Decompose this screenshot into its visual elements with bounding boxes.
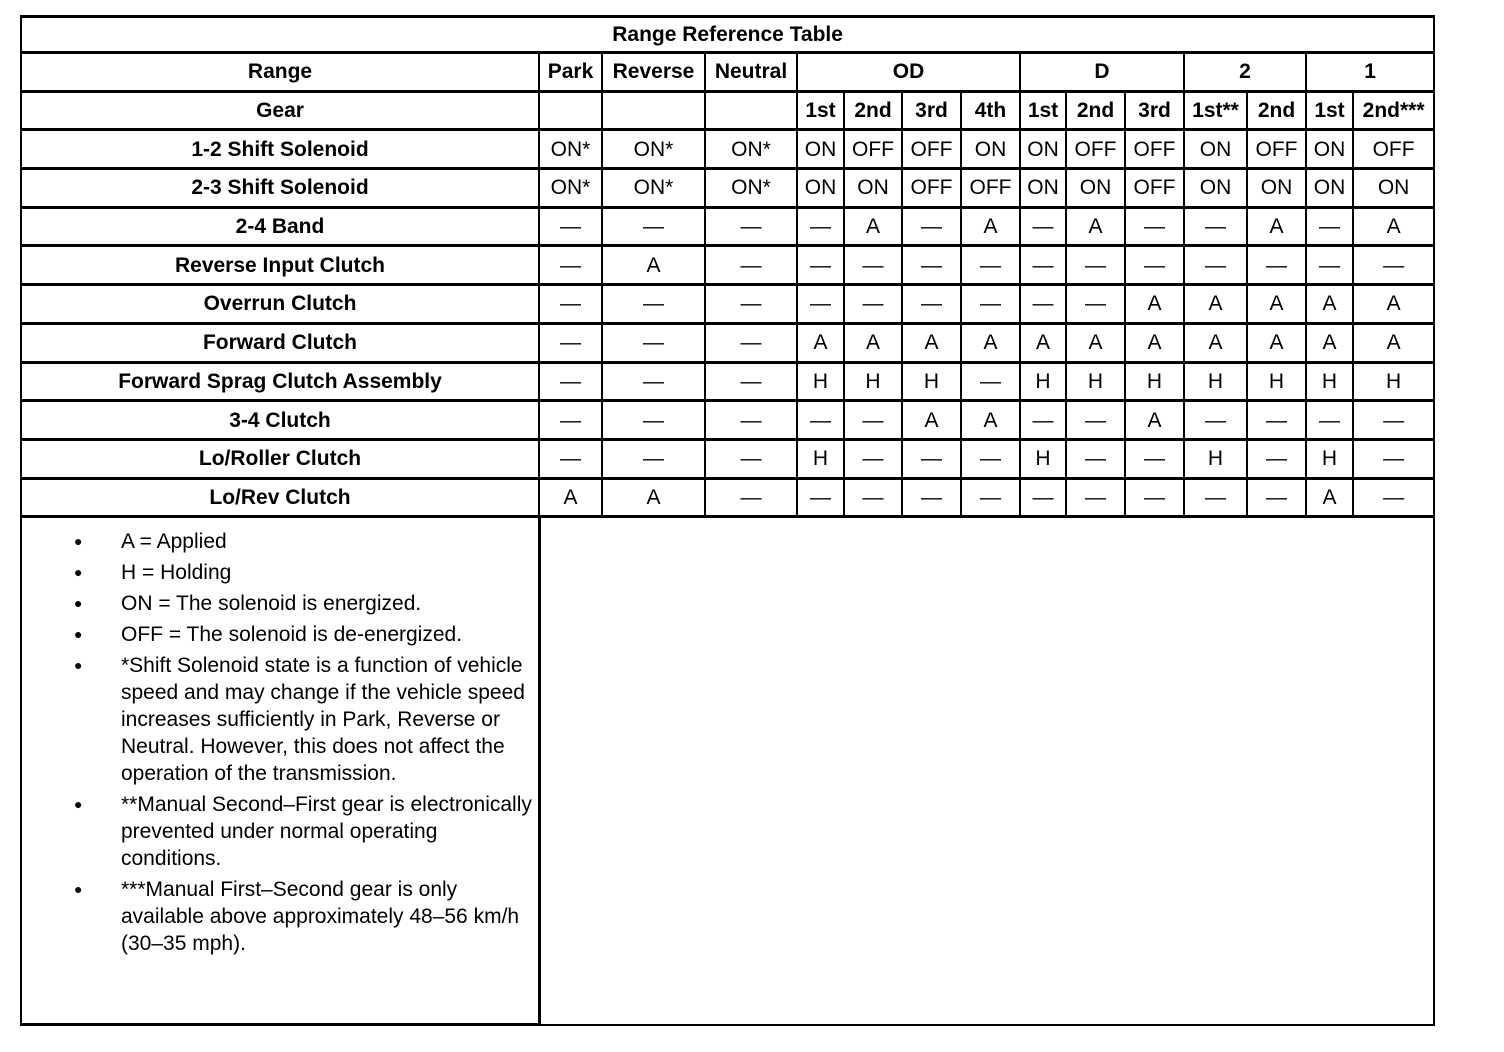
table-cell: ON [1353,169,1434,208]
gear-cell: 2nd [1066,91,1125,130]
table-cell: H [1125,362,1184,401]
table-cell: — [1247,401,1306,440]
table-cell: — [797,478,844,517]
note-item [22,652,538,787]
note-item [22,559,538,586]
gear-cell: 3rd [902,91,961,130]
gear-cell: 2nd*** [1353,91,1434,130]
range-1: 1 [1306,53,1434,92]
table-cell: H [1306,439,1353,478]
table-cell: — [1066,285,1125,324]
gear-cell: 1st [797,91,844,130]
table-cell: — [1353,246,1434,285]
table-cell: ON* [539,130,602,169]
table-cell: — [705,478,797,517]
table-cell: — [844,246,902,285]
table-cell: A [602,478,705,517]
gear-header-label: Gear [21,91,539,130]
note-text: ***Manual First–Second gear is only available above approximately 48–56 km/h (30–35 mph). [121,878,520,956]
table-cell: — [539,285,602,324]
gear-cell: 1st [1020,91,1066,130]
table-cell: ON* [539,169,602,208]
table-cell: ON* [705,130,797,169]
table-cell: A [1353,207,1434,246]
table-cell: — [705,285,797,324]
bullet-icon: ● [74,564,83,581]
table-cell: ON [797,130,844,169]
table-cell: A [539,478,602,517]
note-item [22,791,538,872]
gear-cell: 4th [961,91,1020,130]
table-cell: — [902,207,961,246]
table-cell: — [602,362,705,401]
table-cell: A [1066,323,1125,362]
table-cell: H [1353,362,1434,401]
table-cell: A [797,323,844,362]
table-row [21,362,1434,401]
table-cell: — [961,285,1020,324]
table-cell: OFF [1247,130,1306,169]
table-cell: — [705,323,797,362]
table-cell: — [844,285,902,324]
table-cell: — [1306,246,1353,285]
table-cell: H [797,439,844,478]
row-label: Forward Sprag Clutch Assembly [21,362,539,401]
gear-cell [539,91,602,130]
table-cell: A [961,401,1020,440]
table-cell: ON [1306,169,1353,208]
table-cell: — [1125,478,1184,517]
table-row [21,323,1434,362]
table-cell: ON* [705,169,797,208]
note-text: ON = The solenoid is energized. [121,592,422,616]
table-cell: — [961,478,1020,517]
table-row [21,169,1434,208]
table-cell: — [539,362,602,401]
range-reference-table [20,15,1435,1026]
table-cell: — [1066,478,1125,517]
table-row [21,478,1434,517]
table-cell: — [1020,207,1066,246]
table-cell: — [705,439,797,478]
gear-cell: 2nd [844,91,902,130]
table-cell: — [1020,285,1066,324]
table-cell: — [797,401,844,440]
table-cell: A [844,323,902,362]
bullet-icon: ● [74,533,83,550]
table-cell: — [1184,246,1247,285]
bullet-icon: ● [74,796,83,813]
table-cell: H [844,362,902,401]
table-cell: — [902,478,961,517]
table-cell: A [1020,323,1066,362]
table-cell: A [1353,285,1434,324]
notes-list [22,528,538,957]
bullet-icon: ● [74,881,83,898]
table-cell: H [1066,362,1125,401]
table-cell: — [1020,478,1066,517]
range-2: 2 [1184,53,1306,92]
table-cell: — [1184,478,1247,517]
table-row [21,439,1434,478]
table-cell: OFF [902,169,961,208]
table-cell: ON* [602,130,705,169]
row-label: Lo/Rev Clutch [21,478,539,517]
table-cell: OFF [1066,130,1125,169]
table-cell: — [602,207,705,246]
row-label: 2-4 Band [21,207,539,246]
table-cell: — [1247,246,1306,285]
table-cell: — [1306,207,1353,246]
table-title: Range Reference Table [21,17,1434,53]
table-cell: — [1125,207,1184,246]
table-cell: — [705,362,797,401]
title-row [21,17,1434,53]
table-cell: — [844,401,902,440]
table-cell: A [1247,323,1306,362]
table-cell: A [1247,285,1306,324]
note-text: *Shift Solenoid state is a function of vehicle speed and may change if the vehicle speed increases sufficiently in Park, Reverse or Neutral. However, this does not affect the operation of the transmission. [121,654,525,786]
row-label: Reverse Input Clutch [21,246,539,285]
notes-row [21,517,1434,1025]
range-header-label: Range [21,53,539,92]
range-d: D [1020,53,1184,92]
table-cell: — [539,439,602,478]
table-cell: — [961,362,1020,401]
table-cell: — [1184,401,1247,440]
note-text: A = Applied [121,530,227,554]
table-cell: H [1184,362,1247,401]
table-cell: — [539,207,602,246]
table-cell: — [1353,401,1434,440]
note-item [22,590,538,617]
gear-cell [705,91,797,130]
table-cell: — [602,323,705,362]
table-cell: — [539,323,602,362]
table-cell: — [1184,207,1247,246]
table-cell: ON [844,169,902,208]
table-cell: ON [961,130,1020,169]
table-cell: — [1066,401,1125,440]
table-cell: — [539,401,602,440]
table-cell: — [602,285,705,324]
table-cell: ON [797,169,844,208]
table-cell: — [705,246,797,285]
table-cell: — [797,285,844,324]
table-cell: OFF [1353,130,1434,169]
table-cell: A [961,207,1020,246]
table-cell: A [1306,478,1353,517]
gear-cell [602,91,705,130]
table-cell: — [539,246,602,285]
table-cell: — [961,439,1020,478]
table-cell: A [1125,323,1184,362]
table-cell: ON [1020,130,1066,169]
table-cell: ON [1066,169,1125,208]
gear-cell: 3rd [1125,91,1184,130]
table-cell: H [797,362,844,401]
note-text: OFF = The solenoid is de-energized. [121,623,463,647]
table-cell: — [902,439,961,478]
table-row [21,246,1434,285]
table-cell: — [1247,478,1306,517]
table-cell: — [902,285,961,324]
table-cell: — [902,246,961,285]
range-reverse: Reverse [602,53,705,92]
table-cell: — [705,207,797,246]
range-reference-document [20,15,1435,1026]
table-cell: ON [1184,169,1247,208]
row-label: Forward Clutch [21,323,539,362]
table-cell: — [1125,246,1184,285]
table-cell: ON [1020,169,1066,208]
table-cell: A [902,323,961,362]
table-cell: A [1306,285,1353,324]
table-cell: A [1306,323,1353,362]
row-label: 3-4 Clutch [21,401,539,440]
range-row [21,53,1434,92]
table-row [21,401,1434,440]
range-park: Park [539,53,602,92]
table-row [21,207,1434,246]
row-label: 1-2 Shift Solenoid [21,130,539,169]
table-row [21,130,1434,169]
table-cell: — [961,246,1020,285]
bullet-icon: ● [74,626,83,643]
table-cell: H [1184,439,1247,478]
gear-row [21,91,1434,130]
gear-cell: 2nd [1247,91,1306,130]
row-label: Lo/Roller Clutch [21,439,539,478]
notes-cell [21,517,539,1025]
table-cell: — [1020,246,1066,285]
range-od: OD [797,53,1020,92]
table-cell: OFF [961,169,1020,208]
row-label: 2-3 Shift Solenoid [21,169,539,208]
table-cell: — [1306,401,1353,440]
table-cell: ON [1247,169,1306,208]
note-item [22,528,538,555]
table-cell: — [844,478,902,517]
table-cell: — [1247,439,1306,478]
table-cell: A [602,246,705,285]
table-cell: — [1353,439,1434,478]
table-cell: ON [1184,130,1247,169]
note-text: **Manual Second–First gear is electronically prevented under normal operating conditions. [121,793,532,871]
table-cell: H [1020,439,1066,478]
table-row [21,285,1434,324]
table-cell: — [705,401,797,440]
table-cell: OFF [844,130,902,169]
row-label: Overrun Clutch [21,285,539,324]
table-cell: — [797,207,844,246]
table-cell: A [1247,207,1306,246]
table-cell: ON [1306,130,1353,169]
table-cell: A [902,401,961,440]
table-cell: — [1066,246,1125,285]
table-cell: H [1306,362,1353,401]
table-cell: A [1184,323,1247,362]
table-cell: — [602,401,705,440]
table-body [21,130,1434,517]
note-text: H = Holding [121,561,232,585]
table-cell: OFF [1125,169,1184,208]
table-cell: H [1020,362,1066,401]
range-neutral: Neutral [705,53,797,92]
note-item [22,876,538,957]
table-cell: A [844,207,902,246]
table-cell: — [1066,439,1125,478]
table-cell: — [1020,401,1066,440]
table-cell: OFF [1125,130,1184,169]
table-cell: — [1125,439,1184,478]
table-cell: — [844,439,902,478]
note-item [22,621,538,648]
gear-cell: 1st [1306,91,1353,130]
table-cell: ON* [602,169,705,208]
table-cell: — [1353,478,1434,517]
bullet-icon: ● [74,595,83,612]
table-cell: OFF [902,130,961,169]
empty-cell [539,517,1434,1025]
table-cell: A [1066,207,1125,246]
table-cell: H [1247,362,1306,401]
table-cell: A [1125,285,1184,324]
table-cell: A [961,323,1020,362]
table-cell: — [797,246,844,285]
table-cell: H [902,362,961,401]
table-cell: — [602,439,705,478]
bullet-icon: ● [74,657,83,674]
table-cell: A [1353,323,1434,362]
table-cell: A [1184,285,1247,324]
table-cell: A [1125,401,1184,440]
gear-cell: 1st** [1184,91,1247,130]
